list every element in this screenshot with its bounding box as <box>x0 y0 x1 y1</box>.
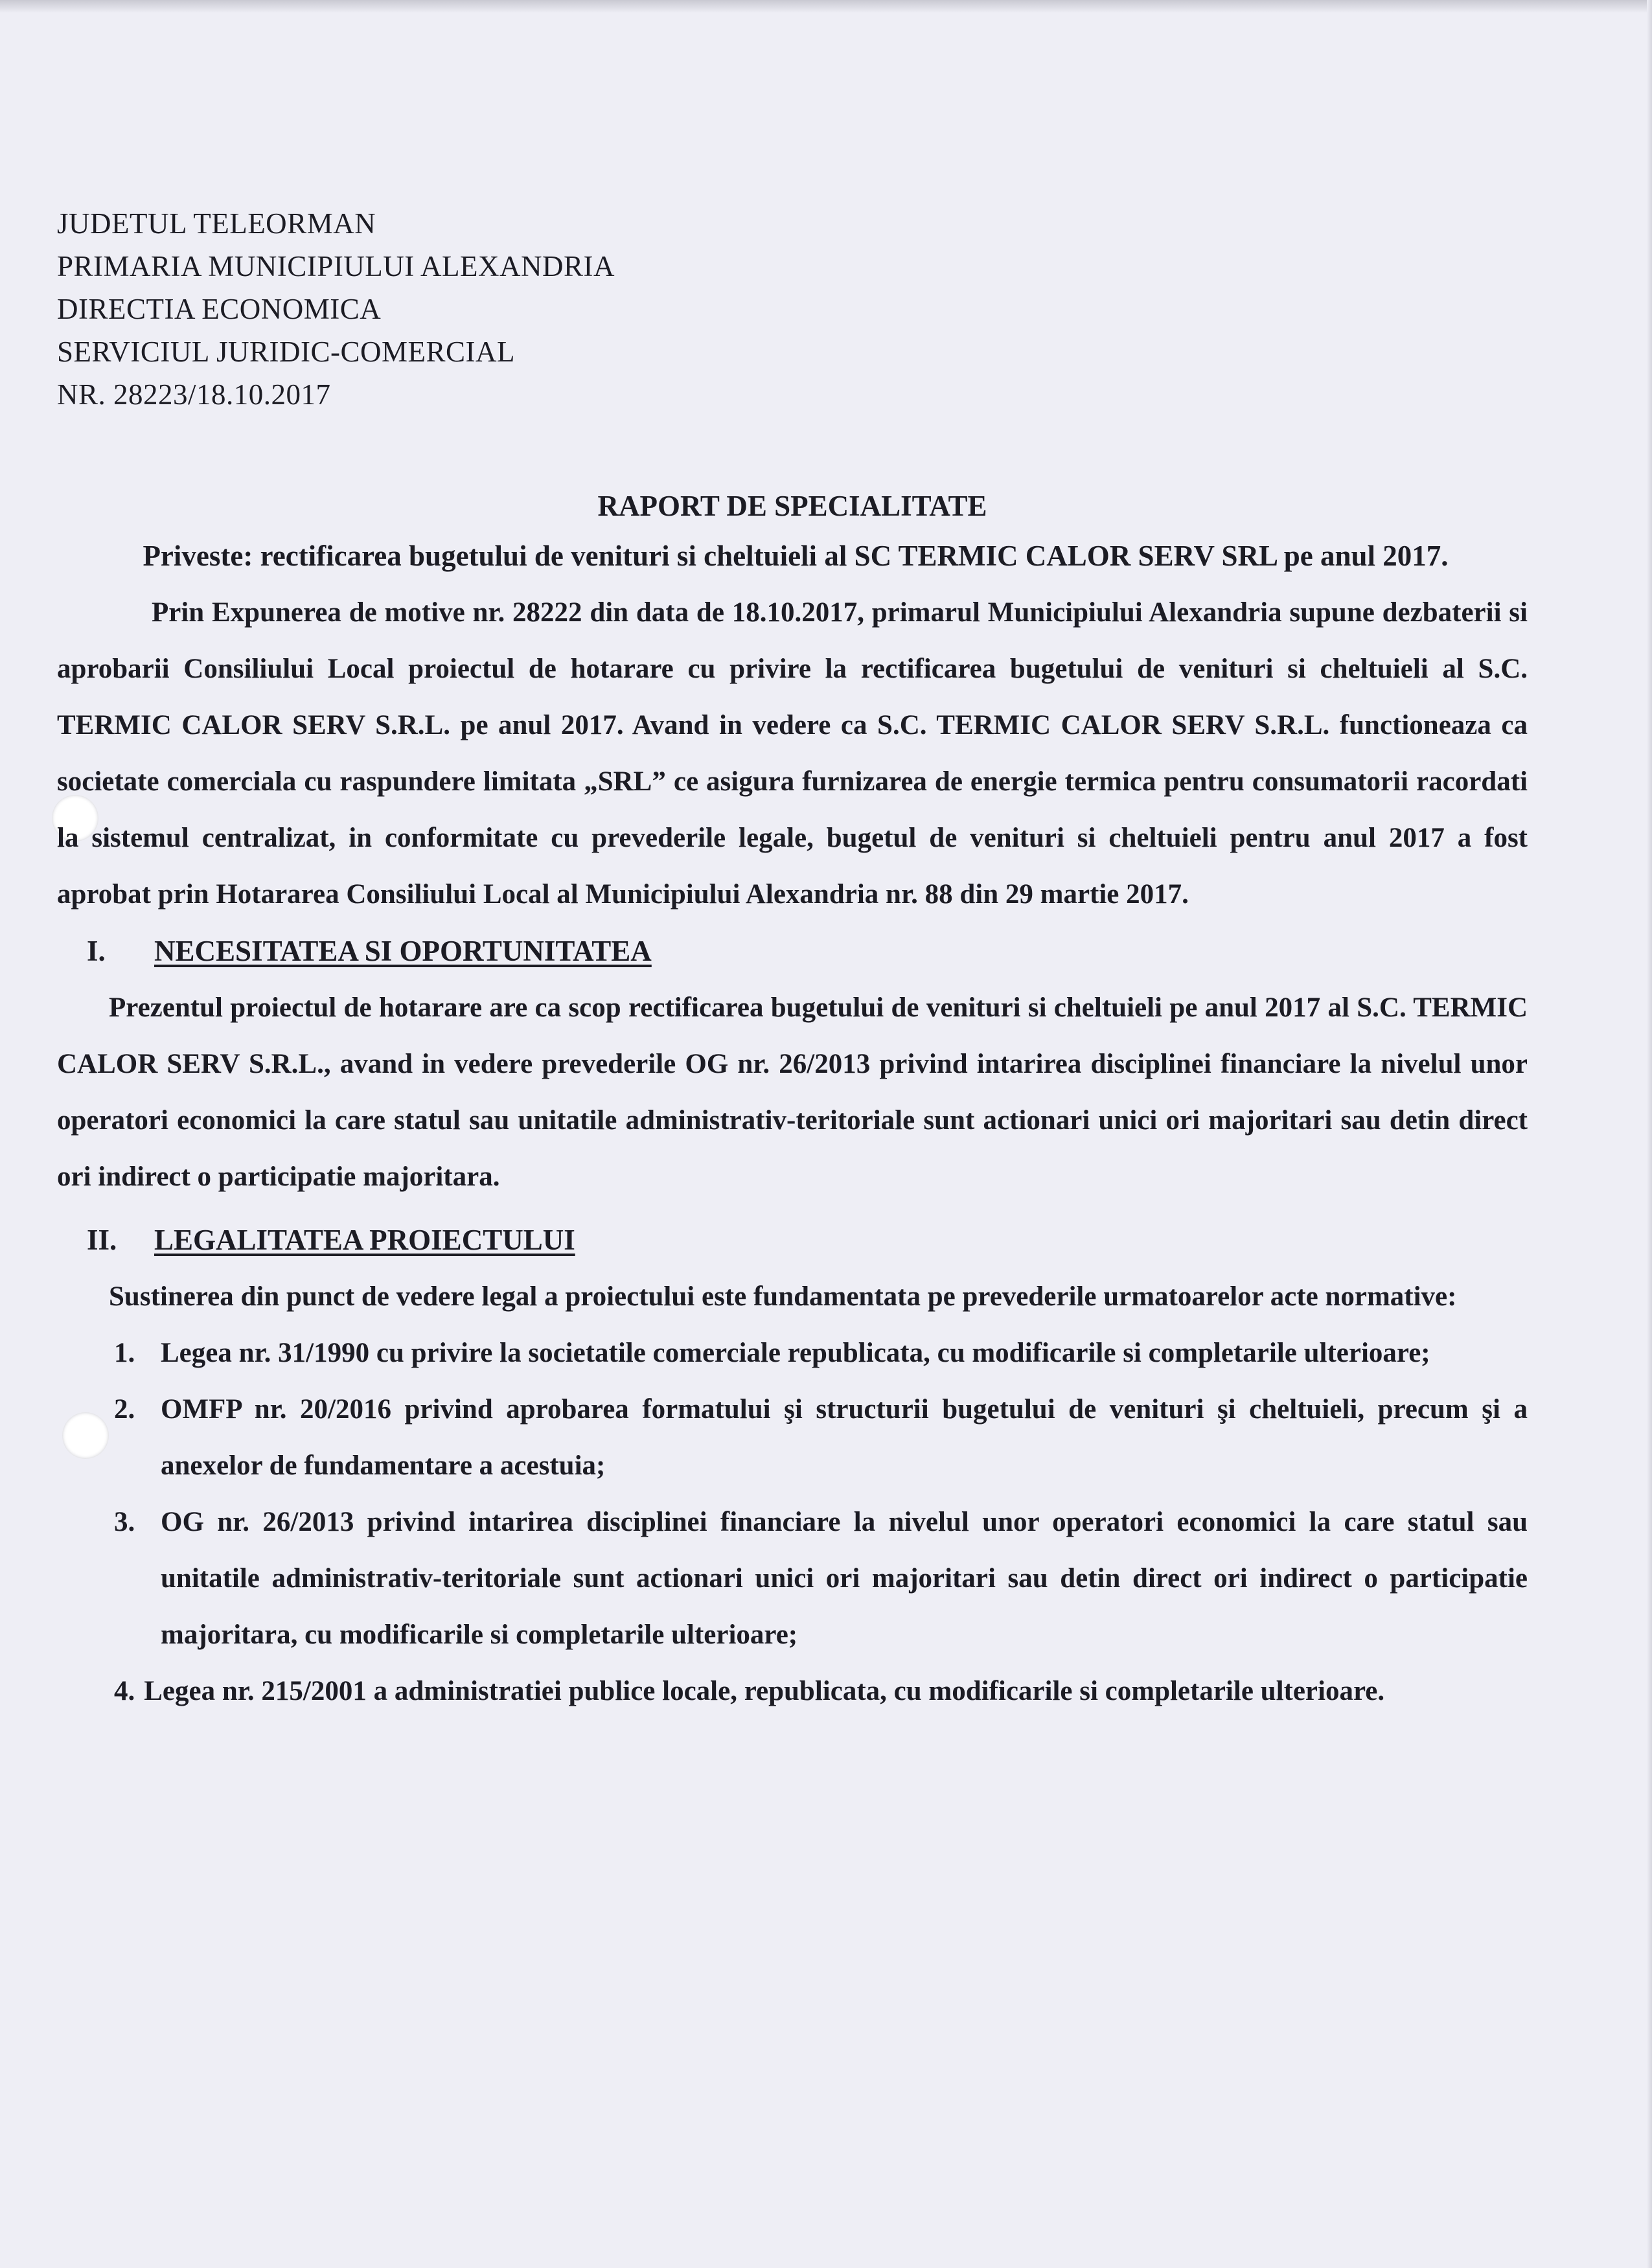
list-item-text: Legea nr. 215/2001 a administratiei publice locale, republicata, cu modificarile si completarile ulterioare. <box>144 1676 1385 1706</box>
list-item <box>57 1663 1528 1719</box>
list-item-number: 1. <box>114 1338 135 1368</box>
city-hall-line: PRIMARIA MUNICIPIULUI ALEXANDRIA <box>57 250 615 282</box>
document-page <box>57 202 1528 1719</box>
issuer-header <box>57 202 1528 416</box>
section-number: I. <box>87 935 106 967</box>
list-item-text: OG nr. 26/2013 privind intarirea disciplinei financiare la nivelul unor operatori economici la care statul sau unitatile administrativ-teritoriale sunt actionari unici ori majoritari sau detin direct ori indirect o participatie majoritara, cu modificarile si completarile ulterioare; <box>161 1507 1528 1650</box>
section-heading-legality <box>87 1211 1528 1268</box>
scan-edge-top <box>0 0 1652 13</box>
section-heading-necessity <box>87 922 1528 979</box>
list-item-number: 4. <box>114 1676 135 1706</box>
legality-paragraph: Sustinerea din punct de vedere legal a proiectului este fundamentata pe prevederile urmatoarelor acte normative: <box>109 1281 1457 1312</box>
necessity-paragraph: Prezentul proiectul de hotarare are ca scop rectificarea bugetului de venituri si cheltuieli pe anul 2017 al S.C. TERMIC CALOR SERV S.R.L., avand in vedere prevederile OG nr. 26/2013 privind intarirea disciplinei financiare la nivelul unor operatori economici la care statul sau unitatile administrativ-teritoriale sunt actionari unici ori majoritari sau detin direct ori indirect o participatie majoritara. <box>57 992 1528 1192</box>
scan-edge-right <box>1647 0 1652 2268</box>
list-item-text: Legea nr. 31/1990 cu privire la societatile comerciale republicata, cu modificarile si completarile ulterioare; <box>161 1338 1430 1368</box>
intro-paragraph: Prin Expunerea de motive nr. 28222 din data de 18.10.2017, primarul Municipiului Alexandria supune dezbaterii si aprobarii Consiliului Local proiectul de hotarare cu privire la rectificarea bugetului de venituri si cheltuieli al S.C. TERMIC CALOR SERV S.R.L. pe anul 2017. Avand in vedere ca S.C. TERMIC CALOR SERV S.R.L. functioneaza ca societate comerciala cu raspundere limitata „SRL” ce asigura furnizarea de energie termica pentru consumatorii racordati la sistemul centralizat, in conformitate cu prevederile legale, bugetul de venituri si cheltuieli pentru anul 2017 a fost aprobat prin Hotararea Consiliului Local al Municipiului Alexandria nr. 88 din 29 martie 2017. <box>57 597 1528 910</box>
directorate-line: DIRECTIA ECONOMICA <box>57 293 382 325</box>
service-line: SERVICIUL JURIDIC-COMERCIAL <box>57 336 515 368</box>
section-number: II. <box>87 1224 117 1256</box>
registration-number: NR. 28223/18.10.2017 <box>57 378 331 411</box>
list-item-text: OMFP nr. 20/2016 privind aprobarea formatului şi structurii bugetului de venituri şi cheltuieli, precum şi a anexelor de fundamentare a acestuia; <box>161 1394 1528 1481</box>
legal-acts-list <box>57 1325 1528 1719</box>
list-item <box>57 1494 1528 1663</box>
list-item-number: 2. <box>114 1394 135 1425</box>
list-item-number: 3. <box>114 1507 135 1537</box>
report-subject: Priveste: rectificarea bugetului de venituri si cheltuieli al SC TERMIC CALOR SERV SRL pe anul 2017. <box>143 540 1449 572</box>
section-title: LEGALITATEA PROIECTULUI <box>154 1224 575 1256</box>
list-item <box>57 1381 1528 1494</box>
county-line: JUDETUL TELEORMAN <box>57 207 376 240</box>
section-title: NECESITATEA SI OPORTUNITATEA <box>154 935 652 967</box>
list-item <box>57 1325 1528 1381</box>
report-title: RAPORT DE SPECIALITATE <box>597 490 987 522</box>
